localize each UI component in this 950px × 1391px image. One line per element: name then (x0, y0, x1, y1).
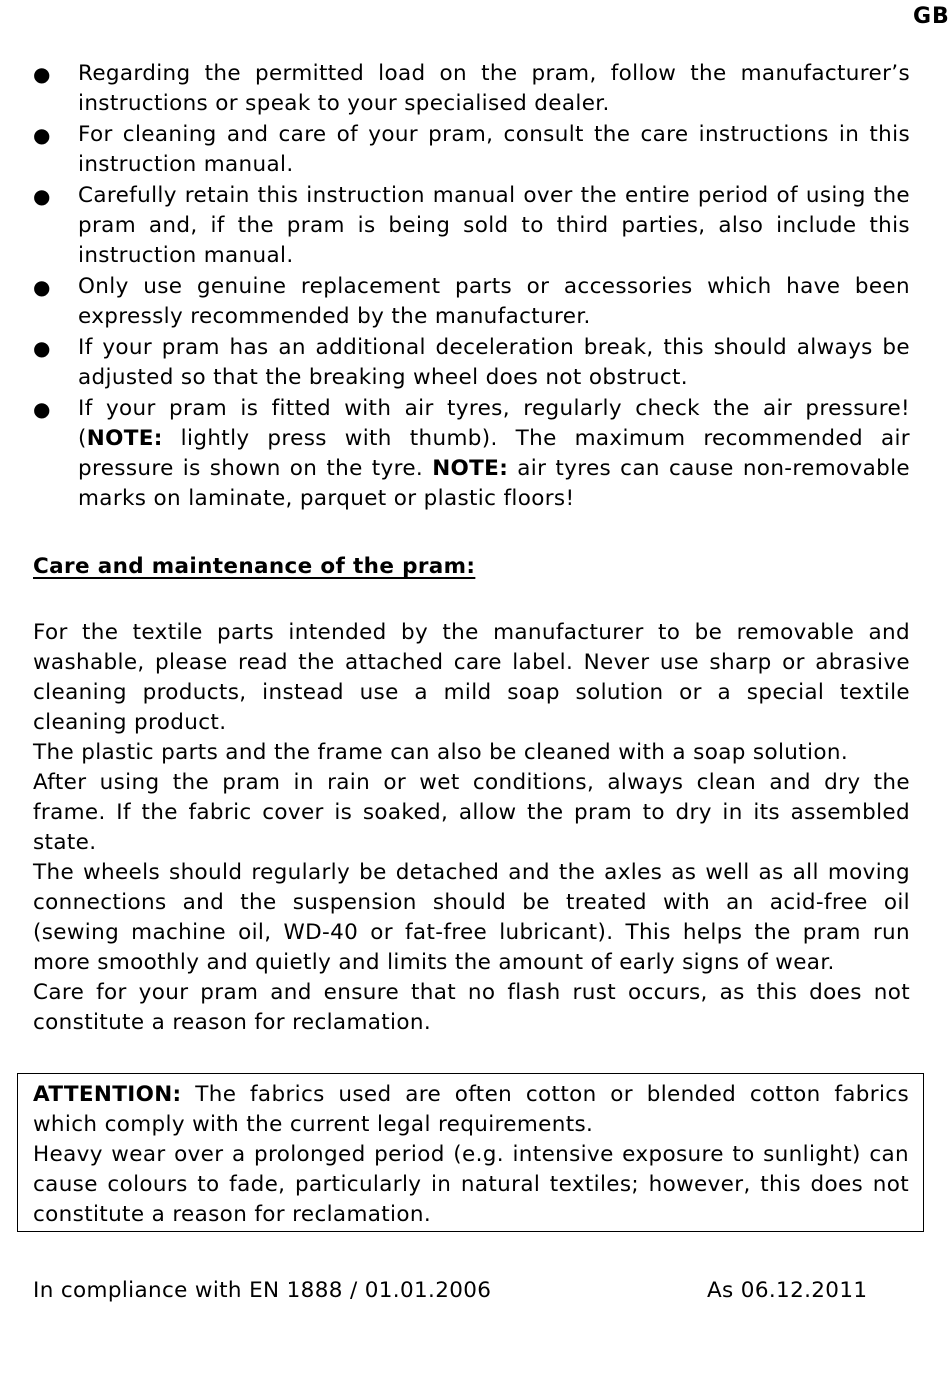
bullet-icon: ● (33, 336, 51, 360)
attention-text: The fabrics used are often cotton or blended cotton fabrics which comply with the current legal requirements. (33, 1082, 909, 1137)
safety-notes-list (0, 59, 950, 515)
note-label: NOTE: (86, 426, 163, 451)
care-paragraph: For the textile parts intended by the manufacturer to be removable and washable, please read the attached care label. Never use sharp or abrasive cleaning products, instead use a mild soap solution or a special textile cleaning product. (33, 620, 910, 735)
list-item-text: If your pram has an additional deceleration break, this should always be adjusted so that the breaking wheel does not obstruct. (78, 335, 910, 390)
list-item (0, 181, 950, 271)
attention-paragraph (33, 1080, 909, 1140)
revision-date: As 06.12.2011 (707, 1278, 868, 1303)
bullet-icon: ● (33, 62, 51, 86)
list-item (0, 394, 950, 514)
care-paragraph: The wheels should regularly be detached and the axles as well as all moving connections and the suspension should be treated with an acid-free oil (sewing machine oil, WD-40 or fat-free lubricant). This helps the pram run more smoothly and quietly and limits the amount of early signs of wear. (33, 860, 910, 975)
list-item-text: Only use genuine replacement parts or accessories which have been expressly recommended by the manufacturer. (78, 274, 910, 329)
list-item-text-part: lightly press with thumb). The maximum recommended air pressure is shown on the tyre. (78, 426, 910, 481)
list-item-text (78, 396, 910, 511)
care-paragraph: Care for your pram and ensure that no flash rust occurs, as this does not constitute a reason for reclamation. (33, 980, 910, 1035)
bullet-icon: ● (33, 397, 51, 421)
attention-paragraph: Heavy wear over a prolonged period (e.g. intensive exposure to sunlight) can cause colours to fade, particularly in natural textiles; however, this does not constitute a reason for reclamation. (33, 1142, 909, 1227)
list-item (0, 120, 950, 180)
care-paragraph: The plastic parts and the frame can also be cleaned with a soap solution. (33, 740, 849, 765)
bullet-icon: ● (33, 184, 51, 208)
compliance-note: In compliance with EN 1888 / 01.01.2006 (33, 1278, 492, 1303)
list-item-text-part: If your pram is fitted with air tyres, regularly check the air pressure! ( (78, 396, 910, 451)
list-item-text: Carefully retain this instruction manual over the entire period of using the pram and, if the pram is being sold to third parties, also include this instruction manual. (78, 183, 910, 268)
language-code: GB (913, 4, 950, 29)
bullet-icon: ● (33, 275, 51, 299)
list-item (0, 272, 950, 332)
list-item (0, 333, 950, 393)
care-section-body (33, 618, 910, 1038)
list-item-text: For cleaning and care of your pram, consult the care instructions in this instruction manual. (78, 122, 910, 177)
attention-box (17, 1073, 924, 1232)
care-section-heading: Care and maintenance of the pram: (33, 554, 476, 579)
attention-label: ATTENTION: (33, 1082, 182, 1107)
bullet-icon: ● (33, 123, 51, 147)
care-paragraph: After using the pram in rain or wet conditions, always clean and dry the frame. If the fabric cover is soaked, allow the pram to dry in its assembled state. (33, 770, 910, 855)
list-item-text-part: air tyres can cause non-removable marks on laminate, parquet or plastic floors! (78, 456, 910, 511)
list-item (0, 59, 950, 119)
list-item-text: Regarding the permitted load on the pram, follow the manufacturer’s instructions or speak to your specialised dealer. (78, 61, 910, 116)
note-label: NOTE: (432, 456, 509, 481)
